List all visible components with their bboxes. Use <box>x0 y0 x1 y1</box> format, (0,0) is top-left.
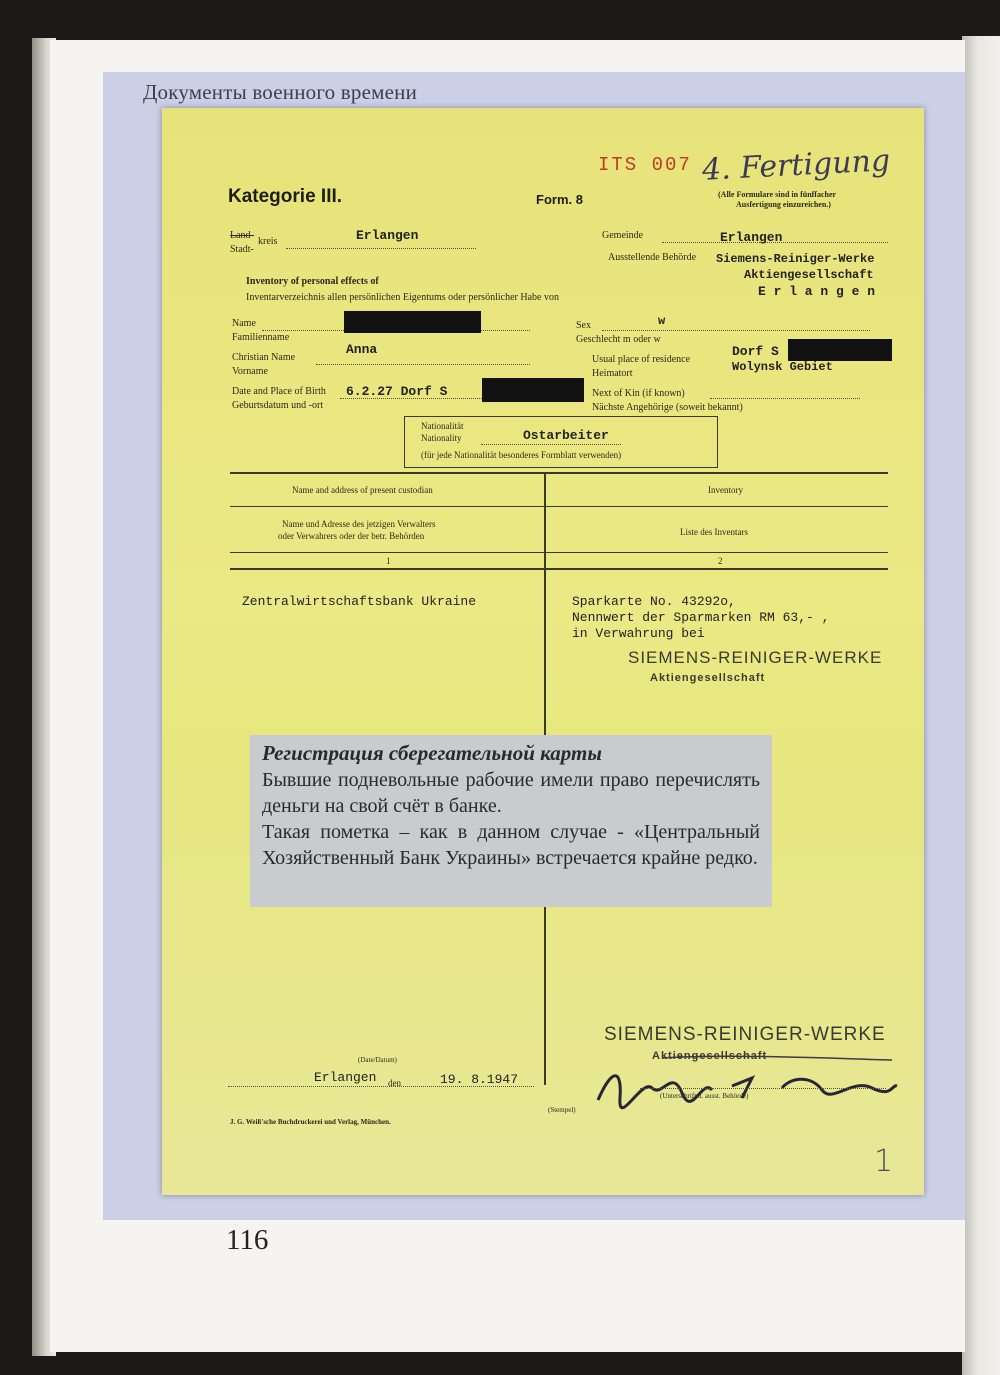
landkreis-label-strike: Land- <box>230 230 254 241</box>
table-header-rule <box>230 506 888 507</box>
table-top-rule <box>230 472 888 474</box>
signature-scribble <box>592 1048 902 1118</box>
inventory-entry-3: in Verwahrung bei <box>572 626 705 641</box>
company-stamp-bottom-sub: Aktiengesellschaft <box>652 1050 768 1062</box>
printer-line: J. G. Weiß'sche Buchdruckerei und Verlag, München. <box>230 1118 391 1126</box>
nationality-value: Ostarbeiter <box>523 428 609 443</box>
behoerde-value-3: E r l a n g e n <box>758 284 876 299</box>
table-number-rule <box>230 568 888 570</box>
date-line <box>228 1086 534 1087</box>
archival-document <box>162 108 924 1195</box>
page-number: 116 <box>226 1224 269 1256</box>
page-header: Документы военного времени <box>143 80 418 104</box>
company-stamp-bottom: SIEMENS-REINIGER-WERKE <box>604 1024 886 1045</box>
gemeinde-label: Gemeinde <box>602 230 644 241</box>
sex-value: w <box>658 314 666 328</box>
behoerde-label: Ausstellende Behörde <box>608 252 697 263</box>
kin-line <box>710 398 860 399</box>
nationality-label: Nationality <box>421 433 462 443</box>
signature-line <box>640 1088 886 1089</box>
sex-label-de: Geschlecht m oder w <box>576 334 661 345</box>
behoerde-value-1: Siemens-Reiniger-Werke <box>716 252 875 266</box>
nationality-line <box>481 444 621 445</box>
company-stamp-middle: SIEMENS-REINIGER-WERKE <box>628 648 883 667</box>
inventory-entry-2: Nennwert der Sparmarken RM 63,- , <box>572 610 830 625</box>
stempel-label: (Stempel) <box>548 1106 576 1114</box>
caption-paragraph: Бывшие подневольные рабочие имели право перечислять деньги на свой счёт в банке. <box>262 769 760 817</box>
sex-line <box>602 330 870 331</box>
nationality-note: (für jede Nationalität besonderes Formblatt verwenden) <box>421 450 622 460</box>
den-label: den <box>388 1078 401 1088</box>
inventory-title-de: Inventarverzeichnis allen persönlichen Eigentums oder persönlicher Habe von <box>246 292 559 303</box>
birth-label: Date and Place of Birth <box>232 386 326 397</box>
col2-header-de: Liste des Inventars <box>680 527 748 537</box>
name-label-de: Familienname <box>232 332 290 343</box>
caption-paragraph: Такая пометка – как в данном случае - «Центральный Хозяйственный Банк Украины» встречается крайне редко. <box>262 821 760 869</box>
col2-header-en: Inventory <box>708 485 743 495</box>
name-redaction <box>344 311 481 333</box>
residence-redaction <box>788 339 892 361</box>
col1-header-de-1: Name und Adresse des jetzigen Verwalters <box>282 519 436 529</box>
col1-header-de-2: oder Verwahrers oder der betr. Behörden <box>278 531 425 541</box>
name-label: Name <box>232 318 256 329</box>
birth-redaction <box>482 378 584 402</box>
inventory-title-en: Inventory of personal effects of <box>246 276 379 287</box>
kin-label-de: Nächste Angehörige (soweit bekannt) <box>592 402 743 413</box>
place-value: Erlangen <box>314 1070 377 1085</box>
caption-box <box>250 735 772 907</box>
landkreis-value: Erlangen <box>356 228 419 243</box>
birth-value: 6.2.27 Dorf S <box>346 384 448 399</box>
form-note-2: Ausfertigung einzureichen.) <box>736 200 831 209</box>
company-stamp-middle-sub: Aktiengesellschaft <box>650 672 766 684</box>
table-sub-rule <box>230 552 888 553</box>
kin-label: Next of Kin (if known) <box>592 388 685 399</box>
col1-number: 1 <box>386 556 391 566</box>
residence-value-1: Dorf S <box>732 344 779 359</box>
residence-label: Usual place of residence <box>592 354 691 365</box>
col2-number: 2 <box>718 556 723 566</box>
col1-header-en: Name and address of present custodian <box>292 485 433 495</box>
behoerde-value-2: Aktiengesellschaft <box>744 268 874 282</box>
christian-line <box>316 364 530 365</box>
corner-handwritten-mark: 1 <box>874 1144 894 1179</box>
landkreis-label: kreis <box>258 236 278 247</box>
christian-label-de: Vorname <box>232 366 268 377</box>
christian-label: Christian Name <box>232 352 296 363</box>
landkreis-line <box>286 248 476 249</box>
birth-label-de: Geburtsdatum und -ort <box>232 400 324 411</box>
residence-label-de: Heimatort <box>592 368 633 379</box>
residence-value-2: Wolynsk Gebiet <box>732 360 833 374</box>
custodian-entry: Zentralwirtschaftsbank Ukraine <box>242 594 477 609</box>
caption-title: Регистрация сберегательной карты <box>262 741 602 765</box>
date-label: (Date/Datum) <box>358 1056 397 1064</box>
nationality-label-de: Nationalität <box>421 421 464 431</box>
form-note-1: (Alle Formulare sind in fünffacher <box>718 190 837 199</box>
gemeinde-value: Erlangen <box>720 230 783 245</box>
signature-caption: (Unterschrift d. ausst. Behörde) <box>660 1092 749 1100</box>
christian-value: Anna <box>346 342 378 357</box>
category-label: Kategorie III. <box>228 186 343 207</box>
form-number: Form. 8 <box>536 192 583 207</box>
stadt-label: Stadt- <box>230 244 254 255</box>
date-value: 19. 8.1947 <box>440 1072 519 1087</box>
handwritten-note: 4. Fertigung <box>701 143 891 188</box>
nationality-box <box>404 416 718 468</box>
sex-label: Sex <box>576 320 591 331</box>
facing-page <box>962 36 1000 1375</box>
its-stamp: ITS 007 <box>598 154 692 176</box>
inventory-entry-1: Sparkarte No. 43292o, <box>572 594 736 609</box>
